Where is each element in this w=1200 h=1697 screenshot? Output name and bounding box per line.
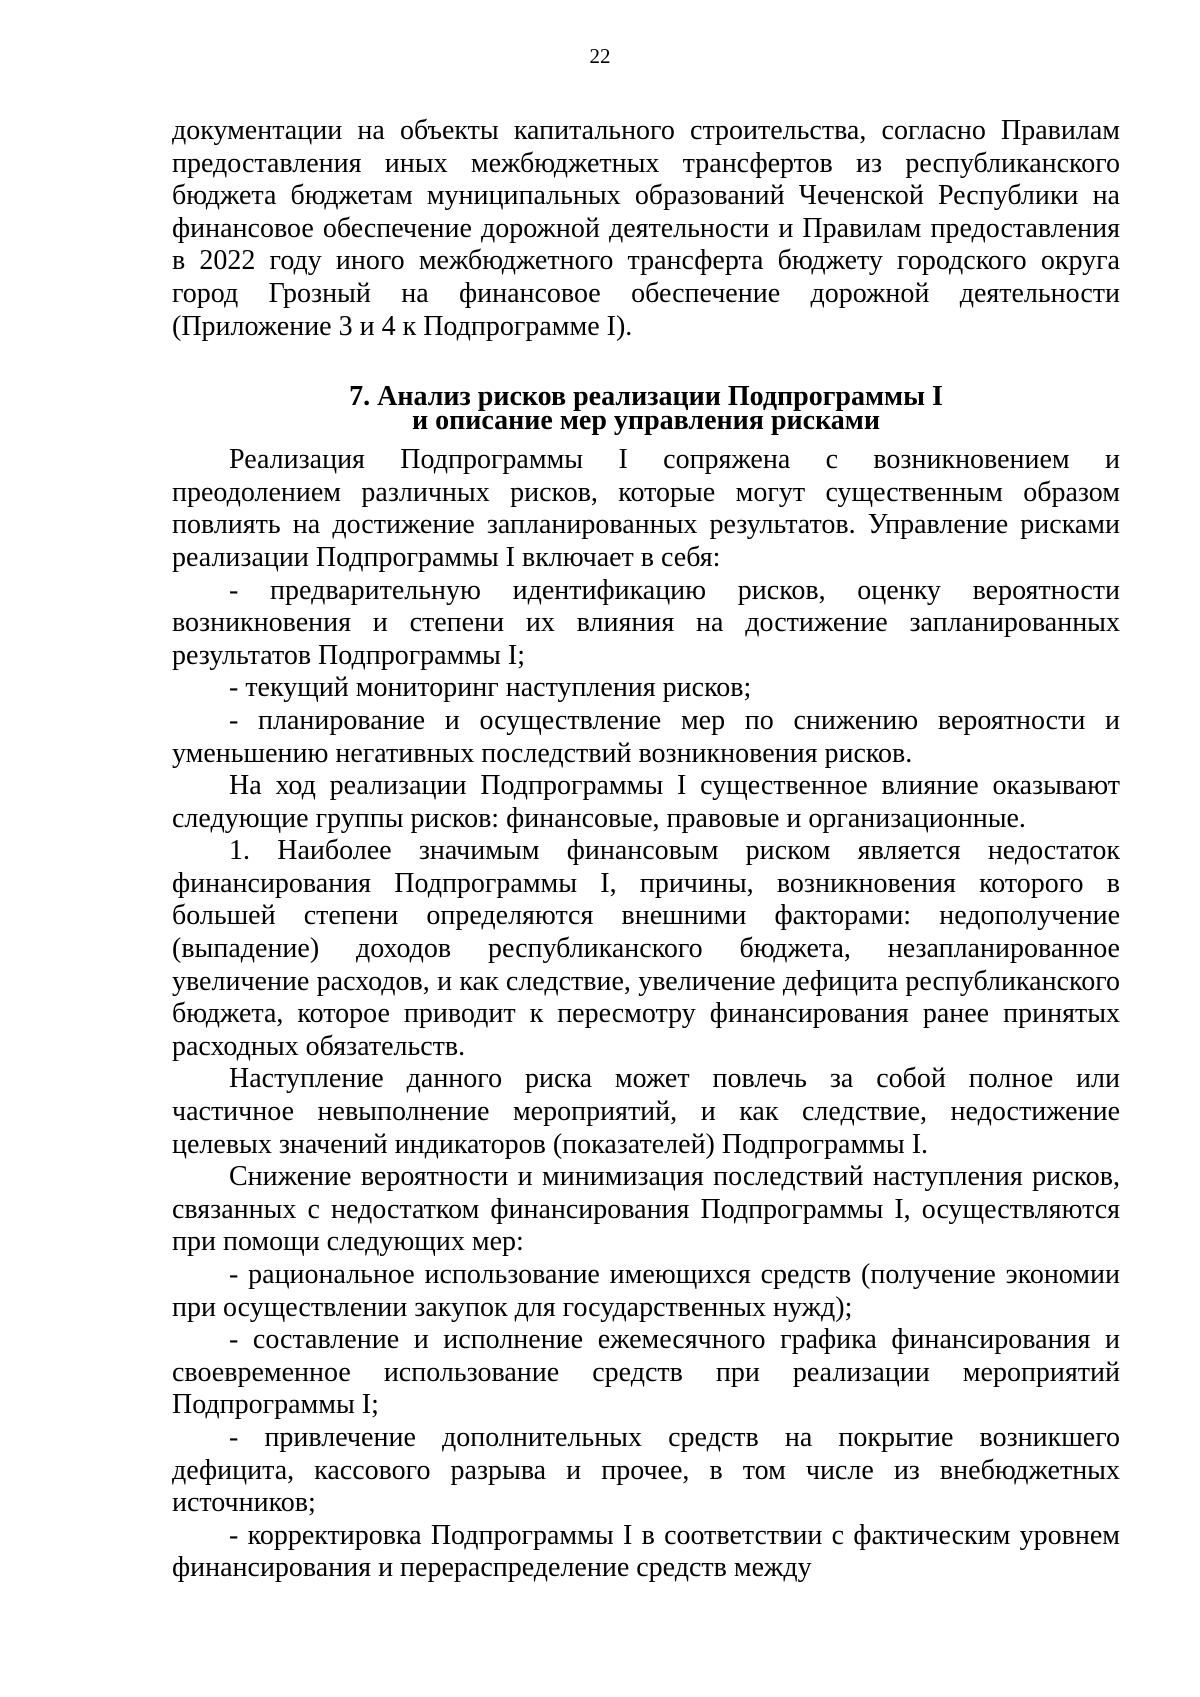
section-heading-line-1: 7. Анализ рисков реализации Подпрограммы I (349, 381, 943, 413)
page-number: 22 (589, 44, 611, 68)
list-item-financing-schedule: - составление и исполнение ежемесячного графика финансирования и своевременное использование средств при реализации мероприятий Подпрограммы I; (172, 1324, 1120, 1421)
list-item-risk-identification: - предварительную идентификацию рисков, оценку вероятности возникновения и степени их влияния на достижение запланированных результатов Подпрограммы I; (172, 574, 1120, 671)
paragraph-risk-overview: Реализация Подпрограммы I сопряжена с возникновением и преодолением различных рисков, которые могут существенным образом повлиять на достижение запланированных результатов. Управление рисками реализации Подпрограммы I включает в себя: (172, 444, 1120, 573)
paragraph-financial-risk: 1. Наиболее значимым финансовым риском является недостаток финансирования Подпрограммы I, причины, возникновения которого в большей степени определяются внешними факторами: недополучение (выпадение) доходов республиканского бюджета, незапланированное увеличение расходов, и как следствие, увеличение дефицита республиканского бюджета, которое приводит к пересмотру финансирования ранее принятых расходных обязательств. (172, 835, 1120, 1062)
list-item-program-adjustment: - корректировка Подпрограммы I в соответствии с фактическим уровнем финансирования и перераспределение средств между (172, 1519, 1120, 1584)
document-body (172, 115, 1120, 1585)
paragraph-risk-consequences: Наступление данного риска может повлечь за собой полное или частичное невыполнение мероприятий, и как следствие, недостижение целевых значений индикаторов (показателей) Подпрограммы I. (172, 1063, 1120, 1160)
list-item-additional-funds: - привлечение дополнительных средств на покрытие возникшего дефицита, кассового разрыва и прочее, в том числе из внебюджетных источников; (172, 1421, 1120, 1519)
list-item-risk-planning: - планирование и осуществление мер по снижению вероятности и уменьшению негативных последствий возникновения рисков. (172, 704, 1120, 769)
list-item-risk-monitoring: - текущий мониторинг наступления рисков; (229, 672, 752, 704)
intro-paragraph: документации на объекты капитального строительства, согласно Правилам предоставления иных межбюджетных трансфертов из республиканского бюджета бюджетам муниципальных образований Чеченской Республики на финансовое обеспечение дорожной деятельности и Правилам предоставления в 2022 году иного межбюджетного трансферта бюджету городского округа город Грозный на финансовое обеспечение дорожной деятельности (Приложение 3 и 4 к Подпрограмме I). (172, 115, 1120, 342)
section-heading (172, 381, 1120, 437)
section-heading-line-2: и описание мер управления рисками (412, 405, 880, 437)
paragraph-risk-groups: На ход реализации Подпрограммы I существенное влияние оказывают следующие группы рисков: финансовые, правовые и организационные. (172, 770, 1120, 834)
paragraph-risk-mitigation: Снижение вероятности и минимизация последствий наступления рисков, связанных с недостатком финансирования Подпрограммы I, осуществляются при помощи следующих мер: (172, 1161, 1120, 1258)
list-item-rational-use: - рациональное использование имеющихся средств (получение экономии при осуществлении закупок для государственных нужд); (172, 1259, 1120, 1323)
